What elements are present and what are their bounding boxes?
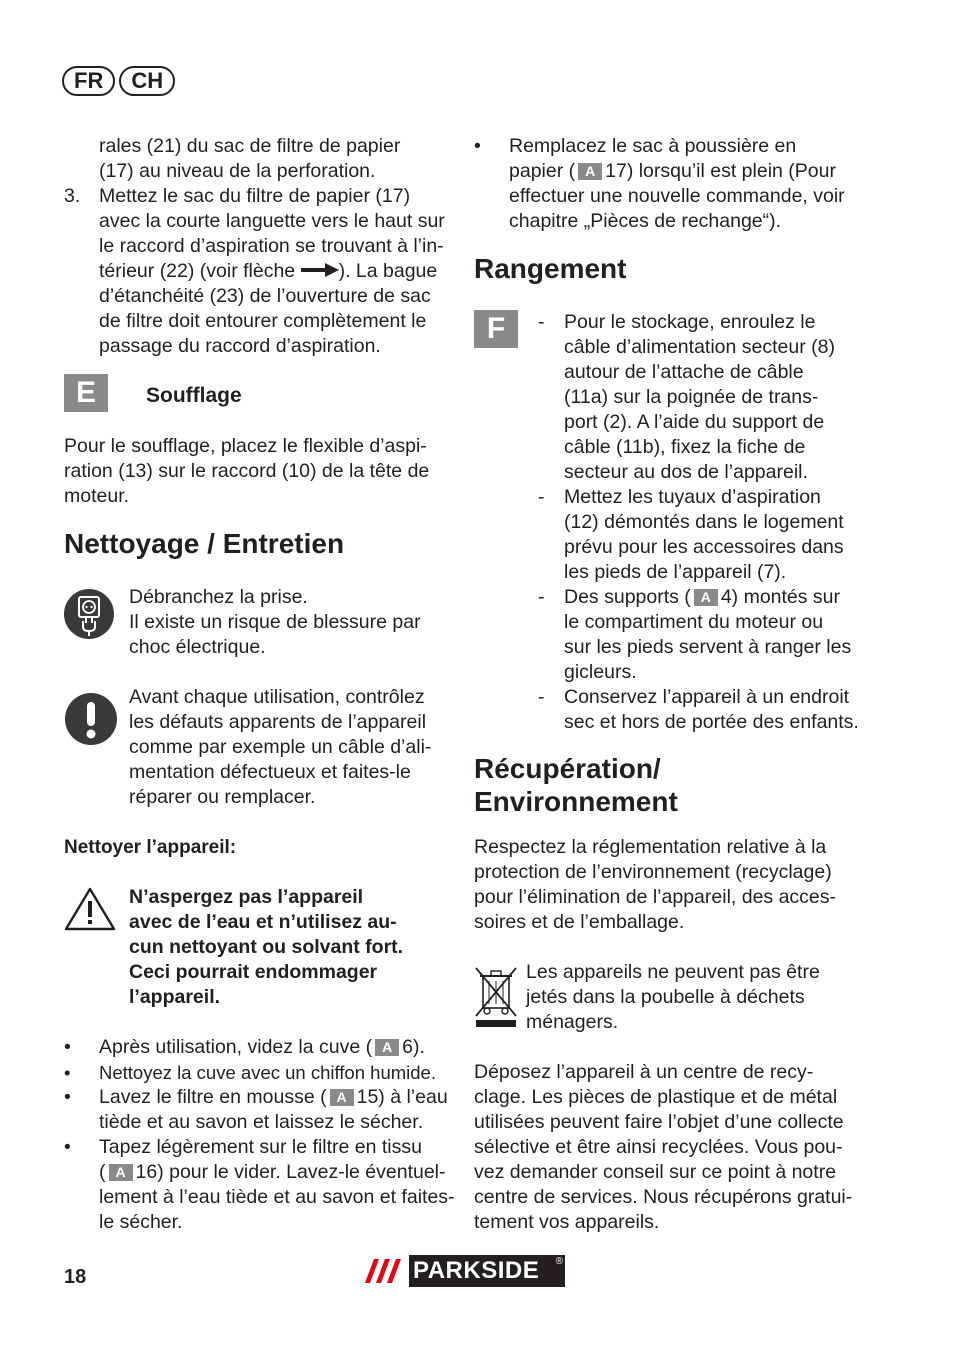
unplug-warning-text: Débranchez la prise. Il existe un risque de blessure par choc électrique. [129,586,421,658]
spray-warning-text: N’aspergez pas l’appareil avec de l’eau et n’utilisez au- cun nettoyant ou solvant fort. Ceci pourrait endommager l’appareil. [129,886,404,1008]
unplug-icon [64,589,114,644]
figure-ref-a: A [375,1039,399,1056]
list-item: • Tapez légèrement sur le filtre en tissu ( A 16) pour le vider. Lavez-le éventuel- lement à l’eau tiède et au savon et faites- le sécher. [64,1136,455,1233]
list-item: • Remplacez le sac à poussière en papier ( A 17) lorsqu’il est plein (Pour effectuer une nouvelle commande, voir chapitre „Pièces de rechange“). [474,135,845,232]
environment-text: Respectez la réglementation relative à la protection de l’environnement (recyclage) pour l’élimination de l’appareil, des acces- soires et de l’emballage. [474,836,837,933]
storage-dash-list [538,310,864,735]
soufflage-heading: Soufflage [146,384,242,407]
list-item: - Conservez l’appareil à un endroit sec et hors de portée des enfants. [538,686,859,733]
dustbag-bullet [474,134,869,234]
exclamation-icon [64,692,118,751]
list-item: • Après utilisation, videz la cuve ( A 6). [64,1036,425,1058]
step-number: 3. [64,185,81,207]
list-item: - Des supports ( A 4) montés sur le compartiment du moteur ou sur les pieds servent à ranger les gicleurs. [538,586,852,683]
lang-badge-ch: CH [119,66,175,96]
logo-registered-mark: ® [555,1256,563,1267]
language-badges [62,66,175,96]
list-item: • Nettoyez la cuve avec un chiffon humide. [64,1062,436,1083]
figure-ref-a: A [694,589,718,606]
logo-brand-text: PARKSIDE [413,1257,540,1284]
page-number: 18 [64,1266,87,1288]
recycling-text: Déposez l’appareil à un centre de recy- clage. Les pièces de plastique et de métal utilisées peuvent faire l’objet d’une collecte sélective et être ainsi recyclées. Vous pou- vez demander conseil sur ce point à notre centre de services. Nous récupérons gratui- tement vos appareils. [474,1061,853,1233]
figure-ref-a: A [578,163,602,180]
list-item: - Mettez les tuyaux d’aspiration (12) démontés dans le logement prévu pour les accessoires dans les pieds de l’appareil (7). [538,486,844,583]
warning-triangle-icon [64,886,116,937]
step-3: 3. Mettez le sac du filtre de papier (17) avec la courte languette vers le haut sur le raccord d’aspiration se trouvant à l’in- térieur (22) (voir flèche ). La bague d’étanchéité (23) de l’ouverture de sac de filtre doit entourer complètement le passage du raccord d’aspiration. [64,185,445,357]
section-f-label: F [474,310,518,348]
figure-ref-a: A [330,1089,354,1106]
lang-badge-fr: FR [62,66,115,96]
nettoyage-heading: Nettoyage / Entretien [64,528,345,559]
recuperation-heading: Récupération/ Environnement [474,753,678,817]
continued-text: rales (21) du sac de filtre de papier (17) au niveau de la perforation. [99,135,401,182]
check-text: Avant chaque utilisation, contrôlez les défauts apparents de l’appareil comme par exemple un câble d’ali- mentation défectueux et faites-le réparer ou remplacer. [129,686,432,808]
nettoyer-subheading: Nettoyer l’appareil: [64,837,237,858]
bin-text: Les appareils ne peuvent pas être jetés dans la poubelle à déchets ménagers. [526,961,820,1033]
list-item: - Pour le stockage, enroulez le câble d’alimentation secteur (8) autour de l’attache de câble (11a) sur la poignée de trans- port (2). A l’aide du support de câble (11b), fixez la fiche de secteur au dos de l’appareil. [538,311,835,483]
soufflage-text: Pour le soufflage, placez le flexible d’aspi- ration (13) sur le raccord (10) de la tête de moteur. [64,435,430,507]
arrow-right-icon [301,263,339,277]
list-item: • Lavez le filtre en mousse ( A 15) à l’eau tiède et au savon et laissez le sécher. [64,1086,448,1133]
cleaning-bullet-list [64,1035,459,1235]
section-e-label: E [64,374,108,412]
parkside-logo [361,1255,565,1287]
crossed-bin-icon [474,964,518,1035]
figure-ref-a: A [109,1164,133,1181]
logo-stripes-icon [361,1255,409,1287]
rangement-heading: Rangement [474,253,627,284]
